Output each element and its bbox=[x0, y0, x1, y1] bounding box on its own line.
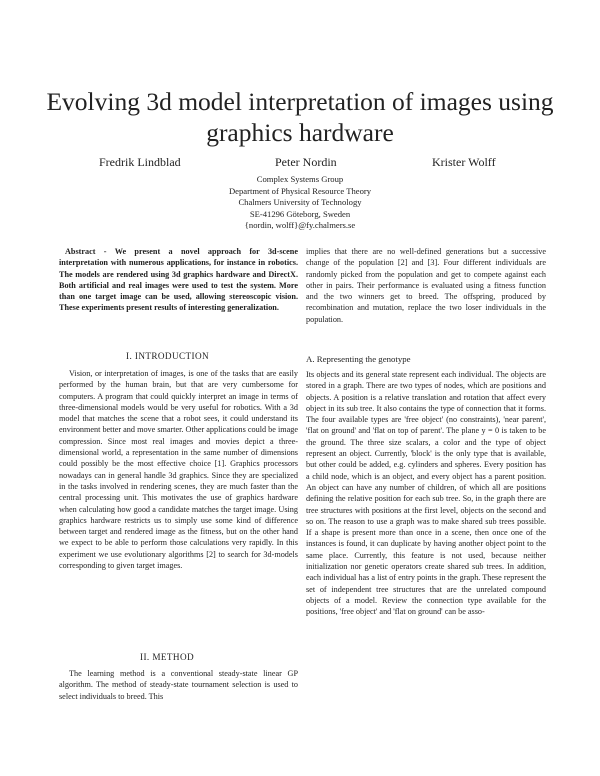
genotype-paragraph: Its objects and its general state represent each individual. The objects are stored in a graph. There are two types of nodes, which are positions and objects. A position is a relative translation and rotation that affect every object in its sub tree. It also contains the type of connection that it forms. The four available types are 'free object' (no constraints), 'near parent', 'flat on ground' and 'flat on top of parent'. The plane y = 0 is taken to be the ground. The three size scalars, a color and the type of object represent an object. Currently, 'block' is the only type that is available, but other could be added, e.g. cylinders and spheres. Every position has a child node, which is an object, and every object has a parent position. An object can have any number of children, of which all are positions defining the relative position for each sub tree. So, in the graph there are tree structures with positions at the first level, objects on the second and so on. The reason to use a graph was to make shared sub trees possible. If a shape is present more than once in a scene, then once one of the instances is found, it can duplicate by having another object point to the same place. Currently, this feature is not used, because neither initialization nor genetic operators create shared sub trees. In addition, each individual has a list of entry points in the graph. These represent the set of independent tree structures that are the unrelated compound objects of a model. Review the connection type available for the positions, 'free object' and 'flat on ground' can be asso- bbox=[306, 370, 546, 617]
author-1: Fredrik Lindblad bbox=[99, 155, 181, 169]
author-3: Krister Wolff bbox=[432, 155, 496, 169]
paper-title: Evolving 3d model interpretation of images using graphics hardware bbox=[46, 87, 554, 147]
affiliation-block bbox=[150, 174, 450, 232]
affiliation-line: Complex Systems Group bbox=[256, 174, 344, 184]
section-heading-method: II. METHOD bbox=[140, 652, 195, 662]
section-heading-introduction: I. INTRODUCTION bbox=[126, 351, 210, 361]
genotype-body bbox=[306, 369, 546, 618]
method-continued-paragraph: implies that there are no well-defined generations but a successive change of the population [2] and [3]. Four different individuals are randomly picked from the population and get to compete against each other in pairs. Their performance is evaluated using a fitness function and the two winners get to breed. The offspring, produced by recombination and mutation, replace the two loser individuals in the population. bbox=[306, 247, 546, 324]
abstract-text: We present a novel approach for 3d-scene interpretation with numerous applications, for instance in robotics. The models are rendered using 3d graphics hardware and DirectX. Both artificial and real images were used to test the system. More than one target image can be used, allowing stereoscopic vision. These experiments present results of interesting generalization. bbox=[59, 247, 298, 313]
affiliation-line: SE-41296 Göteborg, Sweden bbox=[249, 208, 351, 219]
affiliation-email: {nordin, wolff}@fy.chalmers.se bbox=[244, 220, 356, 231]
abstract-label: Abstract - bbox=[65, 247, 107, 256]
method-continued-body bbox=[306, 246, 546, 325]
method-paragraph: The learning method is a conventional steady-state linear GP algorithm. The method of steady-state tournament selection is used to select individuals to breed. This bbox=[59, 669, 298, 701]
author-2: Peter Nordin bbox=[275, 155, 337, 169]
affiliation-line: Department of Physical Resource Theory bbox=[228, 185, 372, 196]
affiliation-line: Chalmers University of Technology bbox=[238, 197, 362, 208]
introduction-paragraph: Vision, or interpretation of images, is one of the tasks that are easily performed by the human brain, but that are very cumbersome for computers. A program that could quickly interpret an image in terms of three-dimensional models would be very useful for robotics. With a 3d model that matches the scene that a robot sees, it could understand its environment better and move smarter. Other applications could be image compression. Since most real images and movies depict a three-dimensional world, a representation in the same number of dimensions could possibly be the most effective choice [1]. Graphics processors nowadays can in general handle 3d graphics. Since they are specialized in the tasks involved in rendering scenes, they are much faster than the central processing unit. This motivates the use of graphics hardware when calculating how good a candidate matches the target image. Using graphics hardware restricts us to simply use some kind of difference between target and rendered image as the fitness, but on the other hand we expect to be able to perform those calculations very rapidly. In this experiment we use evolutionary algorithms [2] to search for 3d-models corresponding to given target images. bbox=[59, 369, 298, 571]
method-body bbox=[59, 668, 298, 702]
introduction-body bbox=[59, 368, 298, 571]
abstract bbox=[59, 246, 298, 314]
subsection-heading-genotype: A. Representing the genotype bbox=[306, 354, 411, 364]
